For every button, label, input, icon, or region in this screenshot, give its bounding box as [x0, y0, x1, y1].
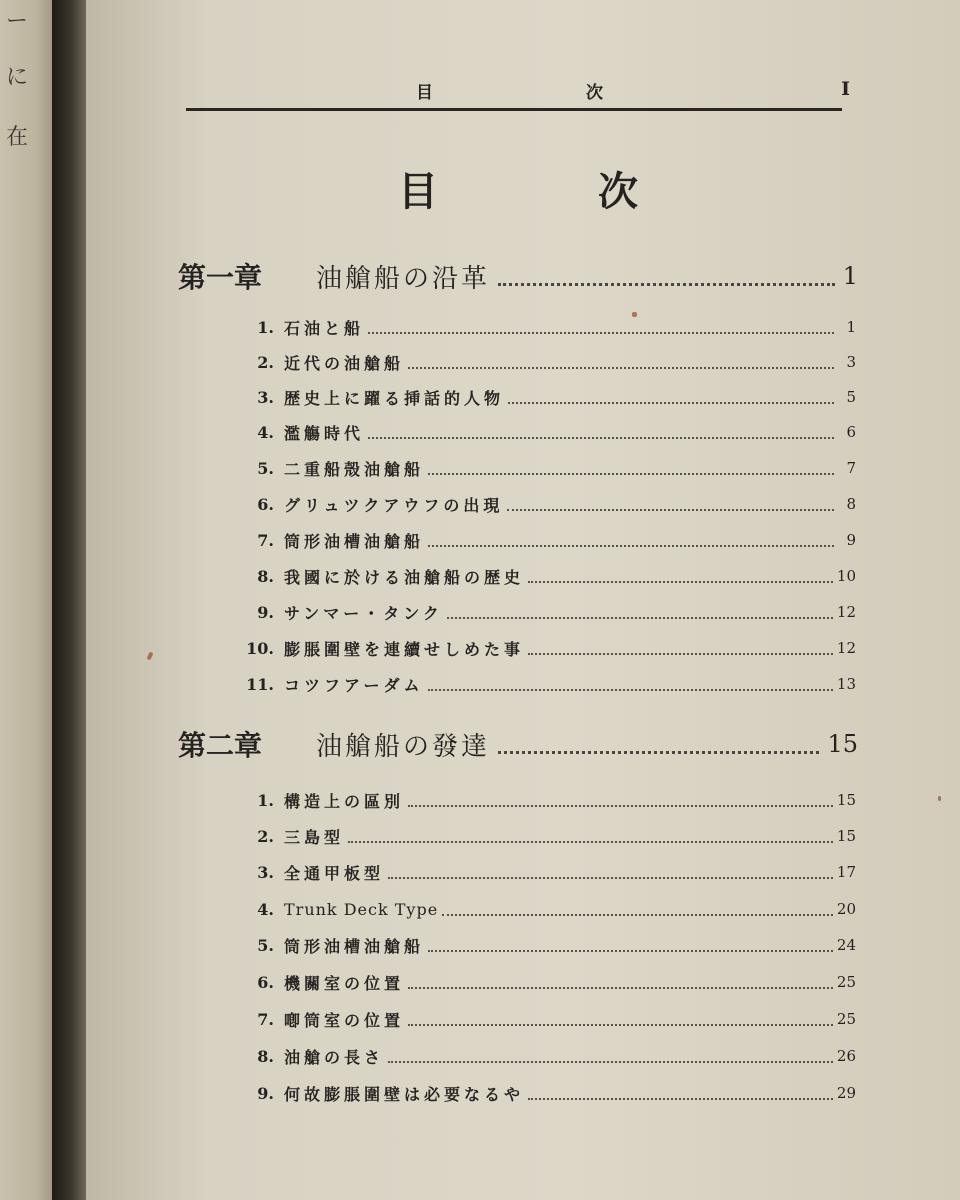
entry-number: 7. — [257, 1009, 274, 1029]
entry-title: 三島型 — [284, 827, 345, 847]
toc-entry[interactable] — [236, 453, 856, 483]
dot-leader — [428, 689, 833, 691]
toc-entry[interactable] — [236, 967, 856, 997]
chapter-page-number: 15 — [827, 730, 858, 758]
entry-title: コツフアーダム — [284, 675, 424, 695]
entry-number: 5. — [257, 935, 274, 955]
entry-page-number: 17 — [836, 863, 856, 881]
entry-number: 4. — [257, 422, 274, 442]
entry-number: 4. — [257, 899, 274, 919]
paper-stain — [146, 652, 153, 661]
entry-number: 1. — [257, 790, 274, 810]
toc-entry[interactable] — [236, 1004, 856, 1034]
toc-entry[interactable] — [236, 312, 856, 342]
entry-number: 8. — [257, 566, 274, 586]
entry-page-number: 3 — [846, 353, 856, 371]
paper-stain — [632, 312, 637, 317]
entry-page-number: 13 — [836, 675, 856, 693]
entry-page-number: 12 — [836, 603, 856, 621]
toc-entry[interactable] — [236, 489, 856, 519]
dot-leader — [408, 1024, 833, 1026]
entry-number: 5. — [257, 458, 274, 478]
toc-entry[interactable] — [236, 857, 856, 887]
dot-leader — [408, 987, 833, 989]
chapter-title: 油艙船の發達 — [316, 731, 491, 762]
entry-title: 石油と船 — [284, 318, 365, 338]
entry-page-number: 8 — [846, 495, 856, 513]
entry-page-number: 9 — [846, 531, 856, 549]
dot-leader — [428, 950, 833, 952]
chapter-label: 第二章 — [178, 729, 263, 762]
entry-page-number: 6 — [846, 423, 856, 441]
running-head-page-number: I — [841, 78, 850, 100]
entry-title: 筒形油槽油艙船 — [284, 936, 425, 956]
entry-number: 2. — [257, 352, 274, 372]
dot-leader — [442, 914, 833, 916]
toc-entry[interactable] — [236, 930, 856, 960]
dot-leader — [447, 617, 833, 619]
dot-leader — [528, 581, 833, 583]
entry-page-number: 10 — [836, 567, 856, 585]
left-page-edge — [0, 0, 52, 1200]
entry-number: 9. — [257, 602, 274, 622]
toc-entry[interactable] — [236, 821, 856, 851]
running-head — [186, 74, 850, 104]
entry-number: 11. — [246, 674, 274, 694]
dot-leader — [368, 332, 834, 334]
left-page-glyph: 在 — [6, 125, 29, 150]
entry-number: 3. — [257, 862, 274, 882]
chapter-heading[interactable] — [178, 722, 858, 766]
entry-title: サンマー・タンク — [284, 603, 443, 623]
dot-leader — [507, 509, 834, 511]
dot-leader — [428, 473, 834, 475]
toc-entry[interactable] — [236, 347, 856, 377]
entry-title: 歴史上に躍る挿話的人物 — [284, 388, 505, 408]
entry-number: 9. — [257, 1083, 274, 1103]
entry-page-number: 1 — [846, 318, 856, 336]
chapter-label: 第一章 — [178, 261, 263, 294]
entry-number: 10. — [246, 638, 274, 658]
entry-number: 3. — [257, 387, 274, 407]
entry-page-number: 20 — [836, 900, 856, 918]
running-head-char: 次 — [586, 83, 603, 103]
dot-leader — [428, 545, 834, 547]
left-page-glyph: ー — [6, 9, 29, 34]
paper-stain — [938, 796, 941, 801]
dot-leader — [528, 1098, 833, 1100]
entry-page-number: 24 — [836, 936, 856, 954]
entry-number: 6. — [257, 972, 274, 992]
toc-entry[interactable] — [236, 633, 856, 663]
toc-entry[interactable] — [236, 525, 856, 555]
header-rule — [186, 108, 842, 111]
entry-title: 機關室の位置 — [284, 973, 405, 993]
toc-entry[interactable] — [236, 561, 856, 591]
toc-entry[interactable] — [236, 417, 856, 447]
entry-number: 2. — [257, 826, 274, 846]
dot-leader — [388, 1061, 833, 1063]
dot-leader — [388, 877, 833, 879]
entry-number: 1. — [257, 317, 274, 337]
toc-page — [86, 0, 960, 1200]
entry-title: 喞筒室の位置 — [284, 1010, 405, 1030]
chapter-page-number: 1 — [842, 262, 858, 290]
entry-title: 二重船殼油艙船 — [284, 459, 425, 479]
entry-page-number: 5 — [846, 388, 856, 406]
chapter-heading[interactable] — [178, 254, 858, 298]
dot-leader — [528, 653, 833, 655]
page-title-char: 次 — [598, 168, 638, 215]
entry-title: グリュツクアウフの出現 — [284, 495, 504, 515]
left-page-glyph: に — [6, 65, 29, 90]
dot-leader — [408, 367, 834, 369]
dot-leader — [368, 437, 834, 439]
dot-leader — [348, 841, 833, 843]
toc-entry[interactable] — [236, 597, 856, 627]
entry-title: Trunk Deck Type — [284, 899, 439, 919]
entry-title: 濫觴時代 — [284, 423, 365, 443]
entry-title: 油艙の長さ — [284, 1047, 385, 1067]
entry-title: 構造上の區別 — [284, 791, 405, 811]
entry-page-number: 15 — [836, 791, 856, 809]
toc-entry[interactable] — [236, 1041, 856, 1071]
toc-entry[interactable] — [236, 785, 856, 815]
dot-leader — [498, 283, 835, 286]
entry-title: 筒形油槽油艙船 — [284, 531, 425, 551]
entry-number: 8. — [257, 1046, 274, 1066]
dot-leader — [498, 751, 819, 754]
entry-title: 膨脹圍壁を連續せしめた事 — [284, 639, 525, 659]
entry-page-number: 7 — [846, 459, 856, 477]
entry-number: 7. — [257, 530, 274, 550]
entry-number: 6. — [257, 494, 274, 514]
book-gutter — [52, 0, 86, 1200]
entry-page-number: 25 — [836, 1010, 856, 1028]
dot-leader — [508, 402, 834, 404]
entry-page-number: 15 — [836, 827, 856, 845]
entry-title: 全通甲板型 — [284, 863, 385, 883]
toc-entry[interactable] — [236, 382, 856, 412]
dot-leader — [408, 805, 833, 807]
entry-page-number: 29 — [836, 1084, 856, 1102]
entry-page-number: 26 — [836, 1047, 856, 1065]
entry-title: 我國に於ける油艙船の歴史 — [284, 567, 525, 587]
toc-entry[interactable] — [236, 1078, 856, 1108]
entry-page-number: 25 — [836, 973, 856, 991]
running-head-char: 目 — [416, 83, 433, 103]
page-title-char: 目 — [398, 168, 438, 215]
chapter-title: 油艙船の沿革 — [316, 263, 491, 294]
toc-entry[interactable] — [236, 669, 856, 699]
entry-title: 近代の油艙船 — [284, 353, 405, 373]
entry-page-number: 12 — [836, 639, 856, 657]
entry-title: 何故膨脹圍壁は必要なるや — [284, 1084, 525, 1104]
toc-entry[interactable] — [236, 894, 856, 924]
